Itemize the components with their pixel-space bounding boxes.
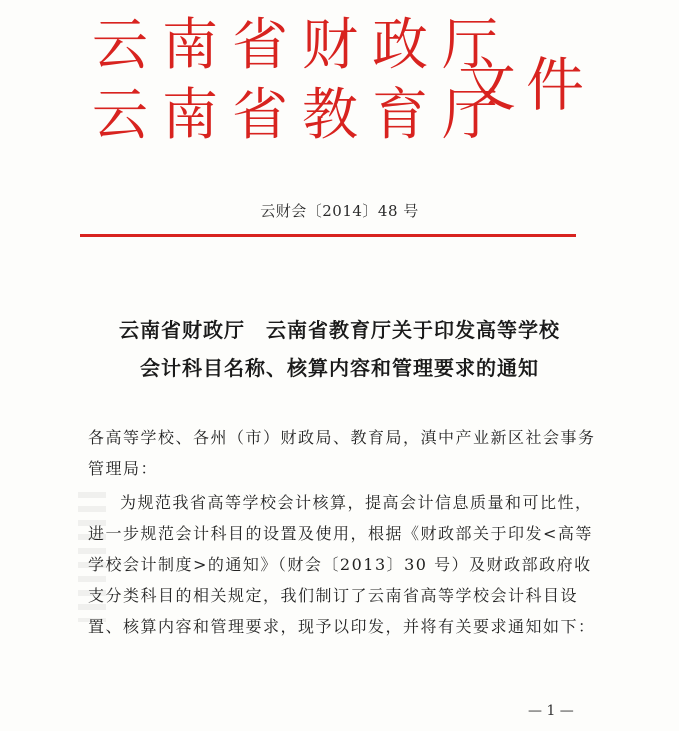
page-number: — 1 —	[528, 703, 574, 719]
issuer-line-1: 云南省财政厅	[92, 13, 512, 78]
document-number: 云财会〔2014〕48 号	[260, 202, 419, 220]
issuer-line-2: 云南省教育厅	[92, 83, 512, 148]
red-divider	[80, 234, 576, 237]
title-line-1: 云南省财政厅 云南省教育厅关于印发高等学校	[119, 318, 560, 342]
issuer-suffix: 文件	[458, 51, 595, 119]
body-paragraph: 为规范我省高等学校会计核算，提高会计信息质量和可比性，进一步规范会计科目的设置及使用，根据《财政部关于印发<高等学校会计制度>的通知》（财会〔2013〕30 号）及财政部政府收支分类科目的相关规定，我们制订了云南省高等学校会计科目设置、核算内容和管理要求，现予以印发，并将有关要求通知如下：	[88, 493, 596, 636]
recipient-salutation: 各高等学校、各州（市）财政局、教育局，滇中产业新区社会事务管理局：	[88, 428, 596, 478]
title-line-2: 会计科目名称、核算内容和管理要求的通知	[140, 356, 539, 380]
